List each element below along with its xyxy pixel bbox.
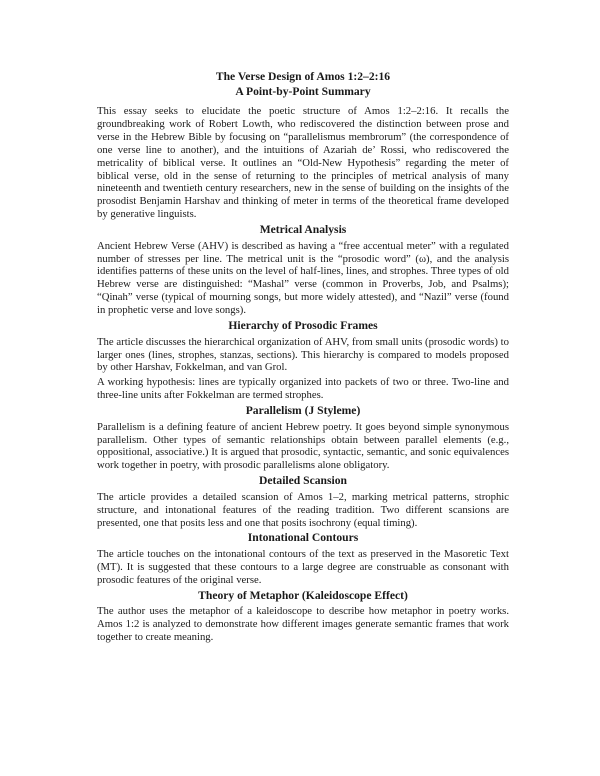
- section-parallelism: [97, 404, 509, 472]
- document-body: [97, 70, 509, 644]
- section-detailed-scansion: [97, 474, 509, 529]
- section-paragraph: Parallelism is a defining feature of ancient Hebrew poetry. It goes beyond simple synonymous parallelism. Other types of semantic relationships obtain between parallel elements (e.g., oppositional, associative.) It is argued that prosodic, syntactic, semantic, and sonic equivalences work together in poetry, with prosodic parallelisms alone obligatory.: [97, 420, 509, 472]
- section-heading: Metrical Analysis: [259, 223, 347, 237]
- section-paragraph: The article provides a detailed scansion of Amos 1–2, marking metrical patterns, strophic structure, and intonational features of the reading tradition. Two different scansions are presented, one that posits less and one that posits isochrony (equal timing).: [97, 490, 509, 529]
- section-metrical-analysis: [97, 223, 509, 317]
- document-title: The Verse Design of Amos 1:2–2:16: [215, 70, 391, 83]
- section-intonational-contours: [97, 531, 509, 586]
- section-paragraph: The article touches on the intonational contours of the text as preserved in the Masoretic Text (MT). It is suggested that these contours to a large degree are construable as consonant with prosodic features of the original verse.: [97, 547, 509, 586]
- intro-paragraph: This essay seeks to elucidate the poetic structure of Amos 1:2–2:16. It recalls the groundbreaking work of Robert Lowth, who rediscovered the distinction between prose and verse in the Hebrew Bible by focusing on “parallelismus membrorum” (the correspondence of one verse line to another), and the intuitions of Azariah de’ Rossi, who rediscovered the metricality of biblical verse. It outlines an “Old-New Hypothesis” regarding the meter of biblical verse, old in the sense of returning to the principles of metrical analysis of many nineteenth and twentieth century researchers, new in the sense of building on the insights of the prosodist Benjamin Harshav and thinking of meter in terms of the theoretical frame developed by generative linguists.: [97, 105, 509, 221]
- section-paragraph: The author uses the metaphor of a kaleidoscope to describe how metaphor in poetry works. Amos 1:2 is analyzed to demonstrate how different images generate semantic frames that work together to create meaning.: [97, 605, 509, 643]
- section-heading: Hierarchy of Prosodic Frames: [228, 319, 378, 333]
- section-heading: Detailed Scansion: [259, 474, 347, 488]
- section-theory-of-metaphor: [97, 589, 509, 644]
- section-paragraph: Ancient Hebrew Verse (AHV) is described as having a “free accentual meter” with a regulated number of stresses per line. The metrical unit is the “prosodic word” (ω), and the analysis identifies patterns of these units on the level of half-lines, lines, and strophes. Three types of old Hebrew verse are distinguished: “Mashal” verse (common in Proverbs, Job, and Psalms); “Qinah” verse (typical of mourning songs, but more widely attested), and “Nazil” verse (found in prophetic verse and love songs).: [97, 239, 509, 317]
- section-hierarchy-of-prosodic-frames: [97, 319, 509, 402]
- document-subtitle: A Point-by-Point Summary: [235, 84, 371, 98]
- section-paragraph: The article discusses the hierarchical organization of AHV, from small units (prosodic words) to larger ones (lines, strophes, stanzas, sections). This hierarchy is compared to models proposed by other Harshav, Fokkelman, and van Grol.: [97, 335, 509, 374]
- section-heading: Parallelism (J Styleme): [245, 404, 361, 418]
- section-paragraph: A working hypothesis: lines are typically organized into packets of two or three. Two-line and three-line units after Fokkelman are termed strophes.: [97, 376, 509, 402]
- section-heading: Intonational Contours: [247, 531, 359, 545]
- section-heading: Theory of Metaphor (Kaleidoscope Effect): [198, 588, 408, 602]
